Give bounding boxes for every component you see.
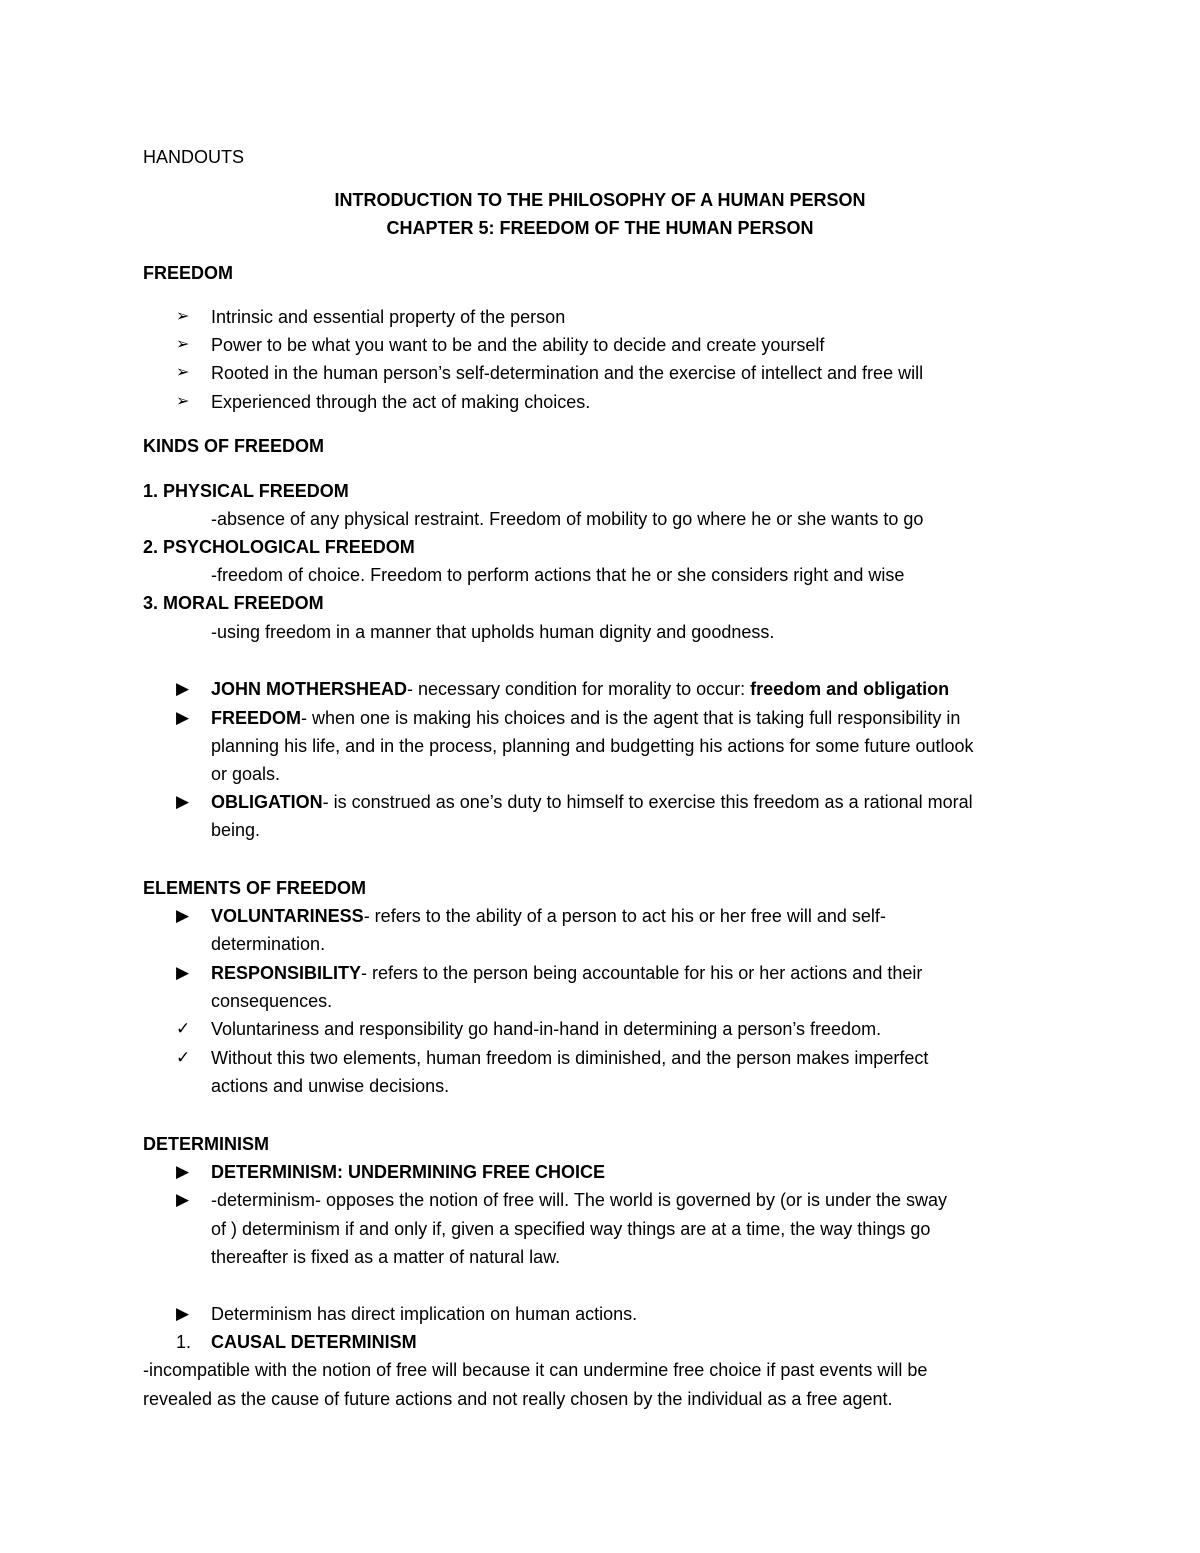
- document-title: INTRODUCTION TO THE PHILOSOPHY OF A HUMAN PERSON: [334, 190, 866, 210]
- causal-number: 1.: [176, 1332, 192, 1352]
- solid-arrow-bullet-icon: ▶: [176, 1190, 190, 1209]
- determinism-definition: thereafter is fixed as a matter of natural law.: [211, 1247, 561, 1267]
- responsibility-line: consequences.: [211, 991, 333, 1011]
- freedom-bullet: Power to be what you want to be and the ability to decide and create yourself: [211, 335, 825, 355]
- obligation-text: - is construed as one’s duty to himself to exercise this freedom as a rational moral: [322, 792, 973, 812]
- check-item: Voluntariness and responsibility go hand-in-hand in determining a person’s freedom.: [211, 1019, 882, 1039]
- freedom-bullet: Rooted in the human person’s self-determination and the exercise of intellect and free will: [211, 363, 924, 383]
- kind-title: 2. PSYCHOLOGICAL FREEDOM: [143, 537, 415, 557]
- freedom-bullet: Experienced through the act of making choices.: [211, 392, 591, 412]
- responsibility-text: - refers to the person being accountable for his or her actions and their: [361, 963, 923, 983]
- determinism-definition: -determinism- opposes the notion of free will. The world is governed by (or is under the sway: [211, 1190, 948, 1210]
- obligation-def-line: being.: [211, 820, 261, 840]
- open-arrow-bullet-icon: ➢: [176, 336, 190, 353]
- freedom-def-term: FREEDOM: [211, 708, 301, 728]
- chapter-subtitle: CHAPTER 5: FREEDOM OF THE HUMAN PERSON: [386, 218, 814, 238]
- determinism-heading: DETERMINISM: [143, 1134, 269, 1154]
- open-arrow-bullet-icon: ➢: [176, 308, 190, 325]
- solid-arrow-bullet-icon: ▶: [176, 1304, 190, 1323]
- elements-heading: ELEMENTS OF FREEDOM: [143, 878, 367, 898]
- check-item: Without this two elements, human freedom is diminished, and the person makes imperfect: [211, 1048, 929, 1068]
- freedom-def-line: or goals.: [211, 764, 281, 784]
- voluntariness-text: - refers to the ability of a person to act his or her free will and self-: [363, 906, 886, 926]
- determinism-implication: Determinism has direct implication on human actions.: [211, 1304, 638, 1324]
- mothershead-term: JOHN MOTHERSHEAD: [211, 679, 408, 699]
- mothershead-bold-tail: freedom and obligation: [750, 679, 950, 699]
- freedom-bullet: Intrinsic and essential property of the person: [211, 307, 566, 327]
- voluntariness-line: determination.: [211, 934, 326, 954]
- solid-arrow-bullet-icon: ▶: [176, 679, 190, 698]
- freedom-def-line: planning his life, and in the process, planning and budgetting his actions for some future outlook: [211, 736, 974, 756]
- obligation-def-line: [211, 791, 973, 813]
- causal-determinism-title: CAUSAL DETERMINISM: [211, 1332, 417, 1352]
- open-arrow-bullet-icon: ➢: [176, 364, 190, 381]
- kind-description: -using freedom in a manner that upholds human dignity and goodness.: [211, 622, 775, 642]
- determinism-subheading: DETERMINISM: UNDERMINING FREE CHOICE: [211, 1162, 606, 1182]
- solid-arrow-bullet-icon: ▶: [176, 963, 190, 982]
- voluntariness-term: VOLUNTARINESS: [211, 906, 364, 926]
- causal-description: revealed as the cause of future actions and not really chosen by the individual as a free agent.: [143, 1389, 893, 1409]
- mothershead-text: - necessary condition for morality to occur:: [407, 679, 751, 699]
- kind-title: 3. MORAL FREEDOM: [143, 593, 324, 613]
- obligation-term: OBLIGATION: [211, 792, 323, 812]
- freedom-def-line: [211, 707, 960, 729]
- check-icon: ✓: [176, 1048, 191, 1067]
- mothershead-line: [211, 678, 949, 700]
- kinds-heading: KINDS OF FREEDOM: [143, 436, 325, 456]
- causal-description: -incompatible with the notion of free will because it can undermine free choice if past events will be: [143, 1360, 928, 1380]
- check-icon: ✓: [176, 1019, 191, 1038]
- check-item: actions and unwise decisions.: [211, 1076, 450, 1096]
- voluntariness-line: [211, 905, 886, 927]
- solid-arrow-bullet-icon: ▶: [176, 906, 190, 925]
- solid-arrow-bullet-icon: ▶: [176, 792, 190, 811]
- kind-description: -freedom of choice. Freedom to perform actions that he or she considers right and wise: [211, 565, 905, 585]
- responsibility-term: RESPONSIBILITY: [211, 963, 362, 983]
- solid-arrow-bullet-icon: ▶: [176, 708, 190, 727]
- doc-label: HANDOUTS: [143, 147, 245, 167]
- kind-description: -absence of any physical restraint. Freedom of mobility to go where he or she wants to go: [211, 509, 924, 529]
- freedom-heading: FREEDOM: [143, 263, 233, 283]
- freedom-def-text: - when one is making his choices and is the agent that is taking full responsibility in: [301, 708, 961, 728]
- responsibility-line: [211, 962, 922, 984]
- kind-title: 1. PHYSICAL FREEDOM: [143, 481, 349, 501]
- open-arrow-bullet-icon: ➢: [176, 393, 190, 410]
- determinism-definition: of ) determinism if and only if, given a specified way things are at a time, the way things go: [211, 1219, 931, 1239]
- solid-arrow-bullet-icon: ▶: [176, 1162, 190, 1181]
